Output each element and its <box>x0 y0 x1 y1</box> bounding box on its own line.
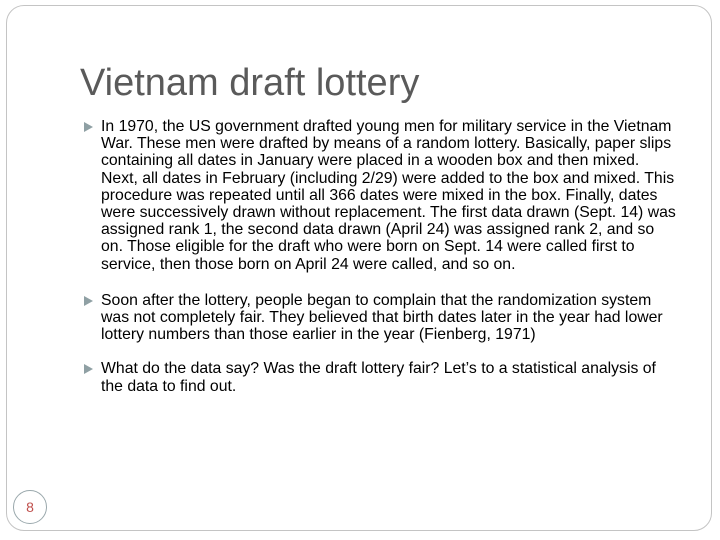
bullet-list <box>80 118 678 395</box>
page-number: 8 <box>26 499 34 515</box>
bullet-item <box>80 292 678 344</box>
bullet-item <box>80 360 678 394</box>
triangle-bullet-icon <box>84 296 93 306</box>
triangle-bullet-icon <box>84 122 93 132</box>
page-number-badge <box>13 490 47 524</box>
bullet-item <box>80 118 678 273</box>
slide-title: Vietnam draft lottery <box>80 62 420 104</box>
bullet-text: Soon after the lottery, people began to complain that the randomization system was not completely fair. They believed that birth dates later in the year had lower lottery numbers than those earlier in the year (Fienberg, 1971) <box>101 291 663 344</box>
bullet-text: What do the data say? Was the draft lottery fair? Let’s to a statistical analysis of the data to find out. <box>101 360 656 395</box>
triangle-bullet-icon <box>84 364 93 374</box>
bullet-text: In 1970, the US government drafted young men for military service in the Vietnam War. These men were drafted by means of a random lottery. Basically, paper slips containing all dates in January were placed in a wooden box and then mixed. Next, all dates in February (including 2/29) were added to the box and mixed. This procedure was repeated until all 366 dates were mixed in the box. Finally, dates were successively drawn without replacement. The first data drawn (Sept. 14) was assigned rank 1, the second data drawn (April 24) was assigned rank 2, and so on. Those eligible for the draft who were born on Sept. 14 were called first to service, then those born on April 24 were called, and so on. <box>101 118 676 273</box>
